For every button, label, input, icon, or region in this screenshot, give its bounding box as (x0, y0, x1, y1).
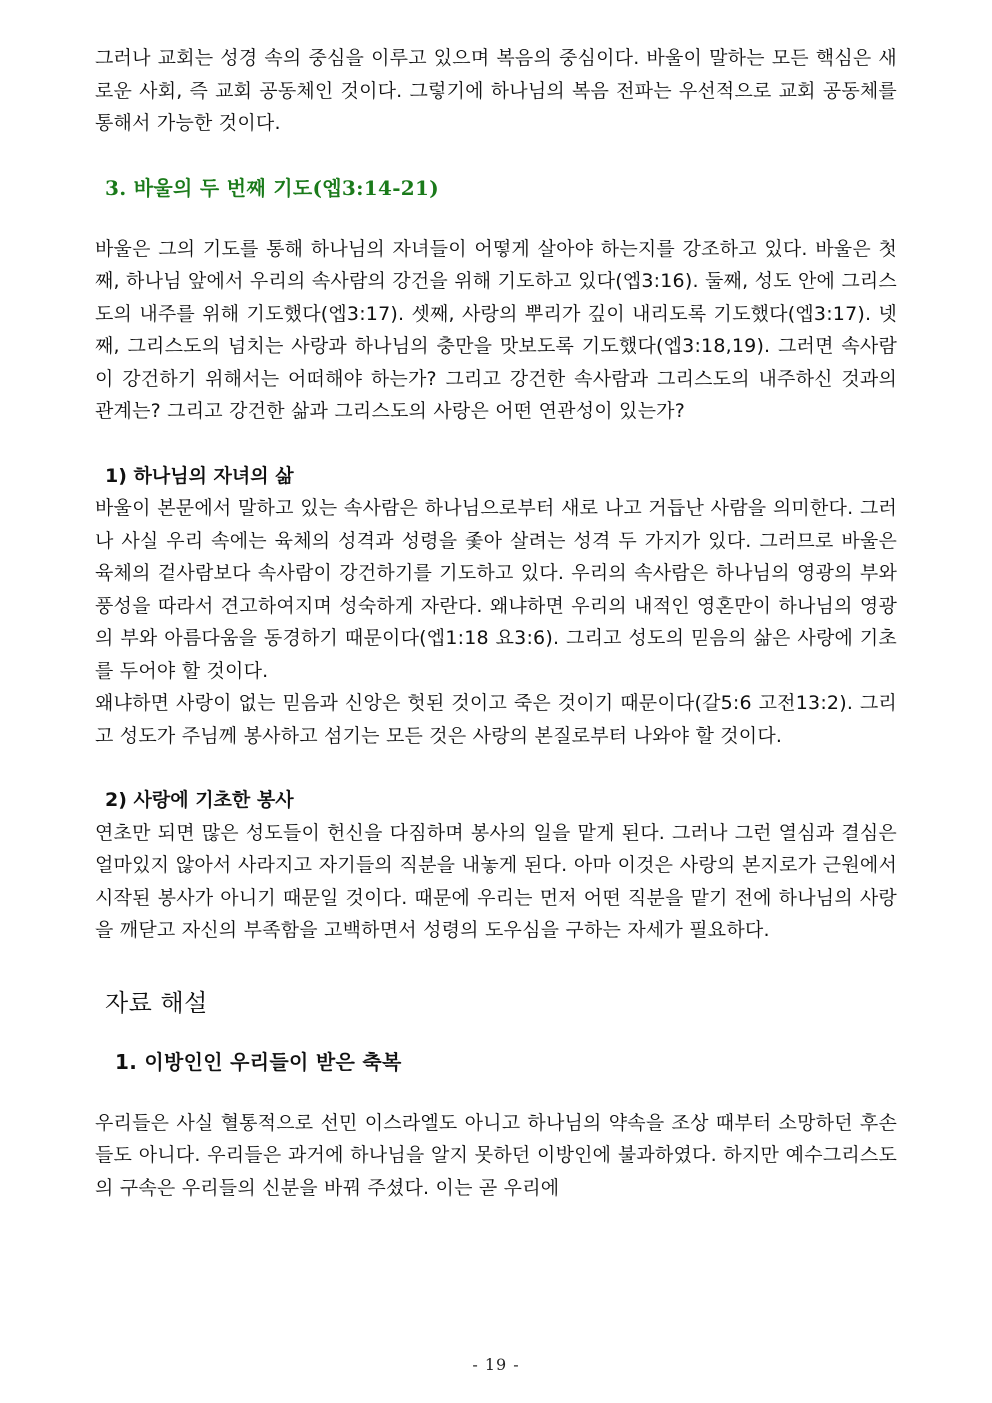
intro-paragraph: 그러나 교회는 성경 속의 중심을 이루고 있으며 복음의 중심이다. 바울이 말하는 모든 핵심은 새로운 사회, 즉 교회 공동체인 것이다. 그렇기에 하나님의 복음 전파는 우선적으로 교회 공동체를 통해서 가능한 것이다. (95, 47, 897, 134)
subsection-heading-2: 2) 사랑에 기초한 봉사 (105, 789, 294, 811)
resource-item-heading: 1. 이방인인 우리들이 받은 축복 (115, 1049, 402, 1074)
section-paragraph: 바울은 그의 기도를 통해 하나님의 자녀들이 어떻게 살아야 하는지를 강조하고 있다. 바울은 첫째, 하나님 앞에서 우리의 속사람의 강건을 위해 기도하고 있다(엡3:16). 둘째, 성도 안에 그리스도의 내주를 위해 기도했다(엡3:17). 셋째, 사랑의 뿌리가 깊이 내리도록 기도했다(엡3:17). 넷째, 그리스도의 넘치는 사랑과 하나님의 충만을 맛보도록 기도했다(엡3:18,19). 그러면 속사람이 강건하기 위해서는 어떠해야 하는가? 그리고 강건한 속사람과 그리스도의 내주하신 것과의 관계는? 그리고 강건한 삶과 그리스도의 사랑은 어떤 연관성이 있는가? (95, 237, 897, 422)
subsection-heading-1: 1) 하나님의 자녀의 삶 (105, 464, 294, 487)
page-number: - 19 - (472, 1355, 520, 1374)
subsection-2-paragraph: 연초만 되면 많은 성도들이 헌신을 다짐하며 봉사의 일을 맡게 된다. 그러나 그런 열심과 결심은 얼마있지 않아서 사라지고 자기들의 직분을 내놓게 된다. 아마 이것은 사랑의 본지로가 근원에서 시작된 봉사가 아니기 때문일 것이다. 때문에 우리는 먼저 어떤 직분을 맡기 전에 하나님의 사랑을 깨닫고 자신의 부족함을 고백하면서 성령의 도우심을 구하는 자세가 필요하다. (95, 821, 897, 941)
subsection-1-paragraph-2: 왜냐하면 사랑이 없는 믿음과 신앙은 헛된 것이고 죽은 것이기 때문이다(갈5:6 고전13:2). 그리고 성도가 주님께 봉사하고 섬기는 모든 것은 사랑의 본질로부터 나와야 할 것이다. (95, 692, 897, 747)
document-page (95, 42, 897, 1204)
section-heading: 3. 바울의 두 번째 기도(엡3:14-21) (105, 175, 439, 200)
resource-heading: 자료 해설 (105, 988, 208, 1017)
subsection-1-paragraph-1: 바울이 본문에서 말하고 있는 속사람은 하나님으로부터 새로 나고 거듭난 사람을 의미한다. 그러나 사실 우리 속에는 육체의 성격과 성령을 좇아 살려는 성격 두 가지가 있다. 그러므로 바울은 육체의 겉사람보다 속사람이 강건하기를 기도하고 있다. 우리의 속사람은 하나님의 영광의 부와 풍성을 따라서 견고하여지며 성숙하게 자란다. 왜냐하면 우리의 내적인 영혼만이 하나님의 영광의 부와 아름다움을 동경하기 때문이다(엡1:18 요3:6). 그리고 성도의 믿음의 삶은 사랑에 기초를 두어야 할 것이다. (95, 497, 897, 682)
resource-item-paragraph: 우리들은 사실 혈통적으로 선민 이스라엘도 아니고 하나님의 약속을 조상 때부터 소망하던 후손들도 아니다. 우리들은 과거에 하나님을 알지 못하던 이방인에 불과하였다. 하지만 예수그리스도의 구속은 우리들의 신분을 바꿔 주셨다. 이는 곧 우리에 (95, 1111, 897, 1199)
